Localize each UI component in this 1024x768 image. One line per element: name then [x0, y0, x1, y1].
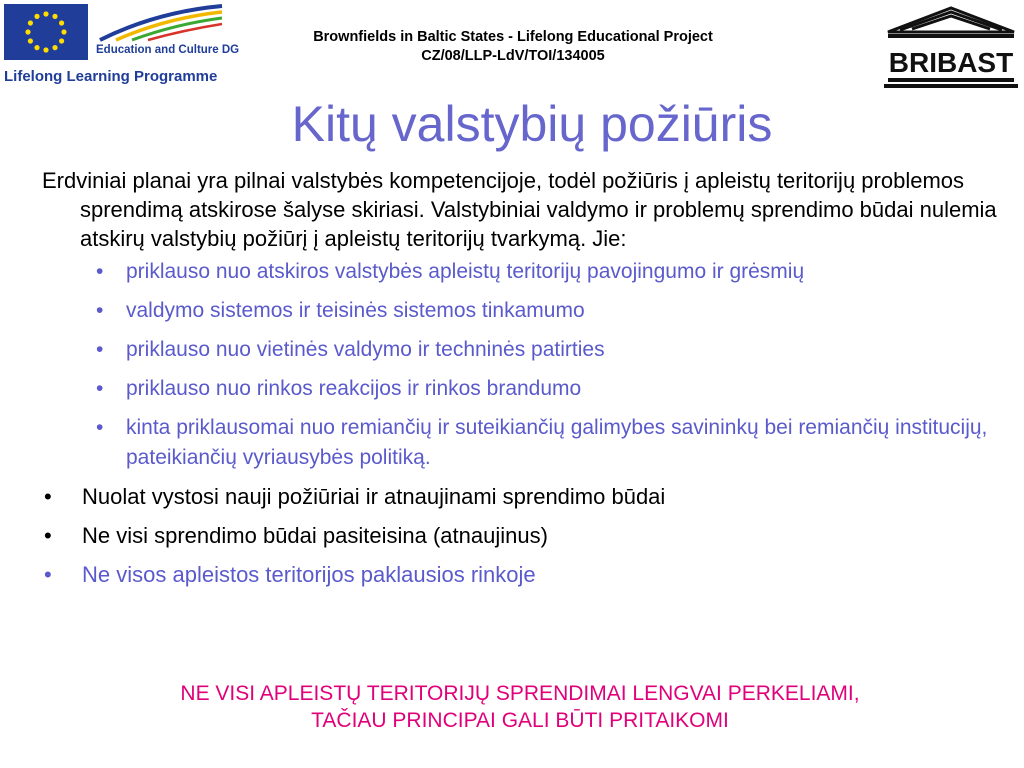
list-item-text: priklauso nuo atskiros valstybės apleistų teritorijų pavojingumo ir grėsmių — [126, 260, 805, 283]
list-item — [42, 482, 1002, 512]
conclusion-line-1: NE VISI APLEISTŲ TERITORIJŲ SPRENDIMAI LENGVAI PERKELIAMI, — [180, 682, 860, 705]
slide-body — [42, 166, 1002, 599]
list-item — [42, 413, 1002, 473]
bribast-logo — [880, 2, 1022, 90]
slide-title: Kitų valstybių požiūris — [291, 96, 773, 152]
list-item — [42, 374, 1002, 404]
list-item — [42, 521, 1002, 551]
list-item-text: Nuolat vystosi nauji požiūriai ir atnaujinami sprendimo būdai — [82, 484, 666, 509]
bullet-icon: • — [44, 484, 52, 509]
project-title: Brownfields in Baltic States - Lifelong Educational Project — [313, 29, 713, 45]
education-culture-label: Education and Culture DG — [96, 44, 240, 56]
bullet-icon: • — [96, 260, 104, 283]
list-item-text: priklauso nuo rinkos reakcijos ir rinkos brandumo — [126, 377, 582, 400]
eu-flag-icon — [4, 4, 88, 60]
conclusion-note — [40, 680, 1000, 734]
building-icon — [880, 2, 1022, 90]
project-code: CZ/08/LLP-LdV/TOI/134005 — [421, 48, 605, 64]
list-item — [42, 257, 1002, 287]
bribast-label: BRIBAST — [888, 47, 1014, 78]
list-item-text: Ne visi sprendimo būdai pasiteisina (atnaujinus) — [82, 523, 548, 548]
list-item — [42, 335, 1002, 365]
intro-paragraph: Erdviniai planai yra pilnai valstybės kompetencijoje, todėl požiūris į apleistų teritorijų problemos sprendimą atskirose šalyse skiriasi. Valstybiniai valdymo ir problemų sprendimo būdai nulemia atskirų valstybių požiūrį į apleistų teritorijų tvarkymą. Jie: — [42, 168, 997, 251]
list-item-text: Ne visos apleistos teritorijos paklausios rinkoje — [82, 562, 536, 587]
bullet-icon: • — [44, 562, 52, 587]
bullet-icon: • — [44, 523, 52, 548]
llp-swoosh-icon — [96, 2, 226, 44]
lifelong-learning-label: Lifelong Learning Programme — [4, 68, 218, 85]
conclusion-line-2: TAČIAU PRINCIPAI GALI BŪTI PRITAIKOMI — [311, 709, 729, 732]
sub-bullet-list — [42, 257, 1002, 473]
main-bullet-list — [42, 482, 1002, 590]
bullet-icon: • — [96, 377, 104, 400]
bullet-icon: • — [96, 338, 104, 361]
list-item — [42, 560, 1002, 590]
list-item — [42, 296, 1002, 326]
bullet-icon: • — [96, 416, 104, 439]
list-item-text: priklauso nuo vietinės valdymo ir techninės patirties — [126, 338, 605, 361]
list-item-text: kinta priklausomai nuo remiančių ir suteikiančių galimybes savininkų bei remiančių institucijų, pateikiančių vyriausybės politiką. — [126, 416, 988, 469]
project-header — [258, 28, 768, 66]
list-item-text: valdymo sistemos ir teisinės sistemos tinkamumo — [126, 299, 585, 322]
eu-llp-logo — [0, 0, 240, 92]
bullet-icon: • — [96, 299, 104, 322]
